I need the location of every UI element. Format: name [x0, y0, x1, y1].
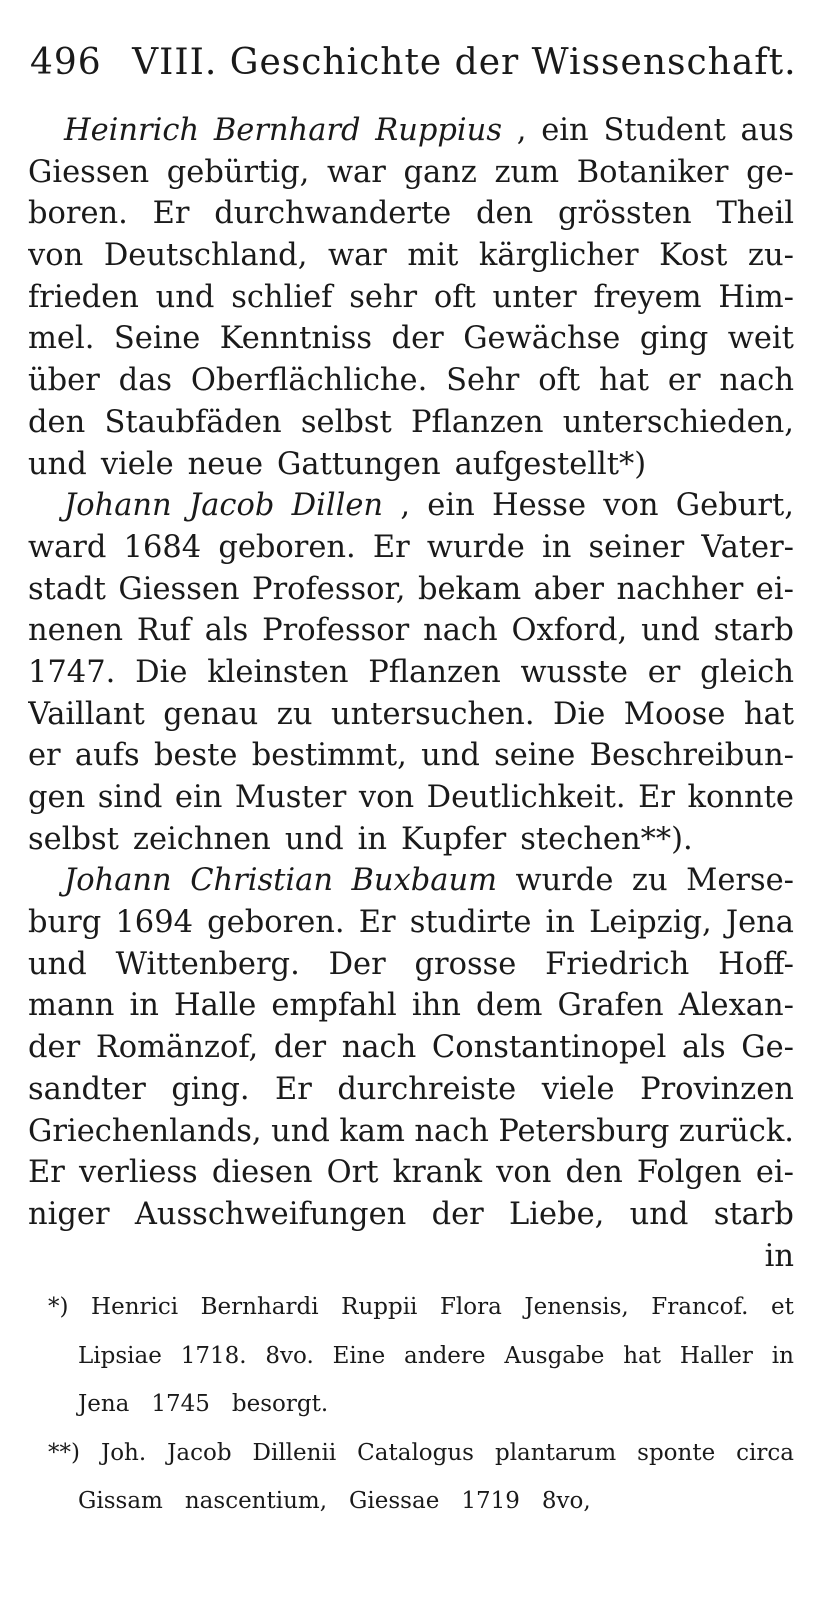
word: mann — [28, 988, 115, 1024]
text-line — [28, 652, 794, 694]
word: Ruppii — [341, 1294, 418, 1320]
word: mel. — [28, 321, 95, 357]
word: nascentium, — [184, 1488, 328, 1514]
word: gebürtig, — [166, 154, 310, 190]
word: Jenensis, — [524, 1294, 629, 1320]
body-text — [28, 110, 794, 1277]
text-line — [28, 777, 794, 819]
text-line — [28, 610, 794, 652]
word: starb — [713, 613, 794, 649]
word: Jena — [725, 905, 794, 941]
word: Bernhardi — [200, 1294, 319, 1320]
word: verliess — [78, 1155, 198, 1191]
word: ihn — [411, 988, 461, 1024]
word: der — [273, 1030, 327, 1066]
text-line — [28, 985, 794, 1027]
text-line — [28, 819, 794, 861]
footnote-line — [48, 1332, 794, 1381]
word: geboren. — [207, 905, 345, 941]
word: aber — [533, 571, 604, 607]
word: Deutschland, — [103, 238, 308, 274]
word: 8vo, — [541, 1488, 591, 1514]
word: durchwanderte — [214, 196, 452, 232]
word: zum — [494, 154, 560, 190]
word: zu- — [747, 238, 794, 274]
word: weit — [727, 321, 794, 357]
word: sponte — [637, 1439, 716, 1466]
word: Ge- — [741, 1030, 794, 1066]
word: in — [764, 1238, 794, 1274]
word: , — [400, 488, 411, 524]
word: Griechenlands, — [28, 1113, 262, 1149]
word: in — [541, 529, 572, 565]
word: und — [155, 279, 215, 315]
running-title: VIII. Geschichte der Wissenschaft. — [132, 42, 797, 83]
text-line — [28, 944, 794, 986]
word: Wittenberg. — [115, 946, 300, 982]
text-line — [28, 860, 794, 902]
word: aufgestellt*) — [454, 446, 647, 482]
word: zeichnen — [132, 821, 271, 857]
word: Halle — [173, 988, 257, 1024]
word: Jacob — [167, 1439, 232, 1466]
word: Geburt, — [675, 488, 794, 524]
word: den — [475, 196, 534, 232]
word: Gewächse — [463, 321, 621, 357]
text-line — [28, 444, 794, 486]
word: aus — [740, 113, 794, 148]
word: als — [204, 613, 249, 649]
word: ein — [174, 780, 223, 815]
page-header — [30, 42, 797, 83]
word: Liebe, — [509, 1196, 605, 1232]
word: hat — [623, 1342, 661, 1369]
word: und — [421, 738, 480, 774]
word: Bernhard — [213, 113, 361, 148]
text-line — [28, 1194, 794, 1236]
word: geboren. — [218, 529, 356, 565]
word: Ruppius — [375, 113, 502, 148]
word: Jena — [78, 1391, 130, 1417]
word: 8vo. — [265, 1342, 314, 1369]
word: der — [391, 321, 444, 357]
word: Kost — [659, 238, 728, 274]
word: Dillen — [291, 488, 384, 524]
word: Moose — [623, 696, 726, 732]
text-line — [28, 318, 794, 360]
word: neue — [187, 446, 264, 482]
word: Hesse — [492, 488, 587, 524]
word: in — [357, 821, 388, 857]
word: starb — [713, 1196, 794, 1232]
word: nach — [414, 1113, 489, 1149]
text-line — [28, 110, 794, 152]
text-line — [28, 235, 794, 277]
word: viele — [541, 1071, 615, 1107]
word: ging — [639, 321, 709, 357]
word: Friedrich — [545, 946, 690, 982]
word: 1694 — [115, 905, 194, 941]
word: bekam — [417, 571, 522, 607]
text-line — [28, 1069, 794, 1111]
word: grössten — [557, 196, 692, 232]
word: ein — [541, 113, 589, 148]
word: und — [28, 446, 87, 482]
word: zu — [276, 696, 313, 732]
word: Der — [328, 946, 386, 982]
word: circa — [736, 1439, 794, 1466]
word: Botaniker — [576, 154, 729, 190]
word: Haller — [679, 1342, 753, 1369]
word: Leipzig, — [589, 905, 712, 941]
word: *) — [48, 1294, 69, 1320]
word: burg — [28, 905, 102, 941]
word: Seine — [113, 321, 201, 357]
word: niger — [28, 1196, 110, 1232]
word: Joh. — [100, 1439, 147, 1466]
word: gen — [28, 780, 86, 815]
word: dem — [475, 988, 543, 1024]
word: Henrici — [91, 1294, 179, 1320]
word: Theil — [716, 196, 794, 232]
word: und — [271, 1113, 330, 1149]
word: Romänzof, — [95, 1030, 259, 1066]
word: hat — [743, 696, 794, 732]
word: war — [327, 238, 387, 274]
word: wurde — [426, 529, 525, 565]
word: andere — [404, 1342, 486, 1369]
text-line — [28, 1027, 794, 1069]
word: 1718. — [180, 1342, 247, 1369]
word: durchreiste — [337, 1071, 517, 1107]
word: besorgt. — [231, 1391, 329, 1417]
word: Professor, — [252, 571, 406, 607]
text-line — [28, 1111, 794, 1153]
word: 1719 — [461, 1488, 520, 1514]
word: ward — [28, 529, 107, 565]
word: ge- — [746, 154, 794, 190]
text-line — [28, 152, 794, 194]
word: , — [516, 113, 527, 148]
word: aufs — [74, 738, 140, 774]
word: Ruf — [136, 613, 191, 649]
word: der — [28, 1030, 81, 1066]
word: Muster — [234, 780, 347, 815]
word: diesen — [211, 1155, 313, 1191]
word: Sehr — [446, 363, 520, 399]
word: er — [647, 654, 681, 690]
word: Francof. — [651, 1294, 749, 1320]
word: nachher — [616, 571, 744, 607]
text-line — [28, 694, 794, 736]
word: konnte — [687, 780, 794, 815]
word: ei- — [755, 571, 794, 607]
word: Kupfer — [401, 821, 507, 857]
word: Merse- — [686, 863, 794, 899]
word: beste — [153, 738, 238, 774]
word: selbst — [28, 821, 119, 857]
word: Alexan- — [678, 988, 794, 1024]
word: Die — [553, 696, 606, 732]
word: empfahl — [271, 988, 397, 1024]
word: Pflanzen — [411, 404, 544, 440]
word: Er — [152, 196, 190, 232]
word: **) — [48, 1439, 80, 1466]
word: Er — [358, 905, 396, 941]
word: Eine — [332, 1342, 386, 1369]
word: stadt — [28, 571, 106, 607]
word: gleich — [700, 654, 794, 690]
word: Christian — [190, 863, 333, 899]
word: stechen**). — [520, 821, 693, 857]
word: sind — [97, 780, 163, 815]
text-line — [28, 902, 794, 944]
word: sandter — [28, 1071, 146, 1107]
word: oft — [433, 279, 476, 315]
word: Giessen — [118, 571, 240, 607]
word: Pflanzen — [368, 654, 501, 690]
word: Oberflächliche. — [190, 363, 428, 399]
footnote-line — [48, 1429, 794, 1478]
word: Ort — [326, 1155, 379, 1191]
word: boren. — [28, 196, 128, 232]
text-line — [28, 1152, 794, 1194]
word: Oxford, — [511, 613, 628, 649]
word: Giessae — [349, 1488, 440, 1514]
text-line — [28, 735, 794, 777]
word: ging. — [171, 1071, 250, 1107]
word: und — [284, 821, 344, 857]
word: nach — [341, 1030, 417, 1066]
word: in — [545, 905, 575, 941]
word: seine — [494, 738, 576, 774]
word: 1747. — [28, 654, 116, 690]
word: schlief — [231, 279, 333, 315]
word: über — [28, 363, 100, 399]
word: oft — [538, 363, 581, 399]
text-line — [28, 485, 794, 527]
word: untersuchen. — [330, 696, 535, 732]
word: Dillenii — [252, 1439, 337, 1466]
footnote-line — [48, 1477, 794, 1526]
word: seiner — [588, 529, 685, 565]
footnote-line — [48, 1380, 794, 1429]
word: kam — [339, 1113, 405, 1149]
word: studirte — [409, 905, 532, 941]
word: ein — [427, 488, 475, 524]
word: nach — [423, 613, 498, 649]
word: in — [129, 988, 159, 1024]
word: Er — [638, 780, 675, 815]
text-line — [28, 402, 794, 444]
word: et — [771, 1294, 794, 1320]
word: unterschieden, — [562, 404, 794, 440]
word: Grafen — [557, 988, 664, 1024]
word: Er — [275, 1071, 312, 1107]
word: kärglicher — [478, 238, 639, 274]
word: Student — [603, 113, 726, 148]
word: der — [431, 1196, 484, 1232]
word: Ausschweifungen — [134, 1196, 407, 1232]
word: mit — [407, 238, 459, 274]
word: Gissam — [78, 1488, 163, 1514]
word: ganz — [403, 154, 477, 190]
footnotes — [48, 1283, 794, 1526]
word: viele — [100, 446, 174, 482]
word: er — [28, 738, 61, 774]
word: wurde — [515, 863, 614, 899]
word: von — [358, 780, 415, 815]
word: Provinzen — [640, 1071, 794, 1107]
word: 1745 — [151, 1391, 210, 1417]
word: kleinsten — [207, 654, 349, 690]
word: den — [28, 404, 86, 440]
word: freyem — [593, 279, 702, 315]
word: von — [28, 238, 84, 274]
word: selbst — [300, 404, 392, 440]
word: frieden — [28, 279, 139, 315]
footnote-line — [48, 1283, 794, 1332]
text-line — [28, 569, 794, 611]
word: sehr — [349, 279, 418, 315]
word: Catalogus — [357, 1439, 474, 1466]
word: bestimmt, — [251, 738, 407, 774]
word: und — [641, 613, 700, 649]
word: er — [667, 363, 701, 399]
word: und — [629, 1196, 689, 1232]
word: Lipsiae — [78, 1342, 162, 1369]
word: den — [565, 1155, 623, 1191]
word: als — [682, 1030, 726, 1066]
word: Vaillant — [28, 696, 145, 732]
word: Hoff- — [718, 946, 794, 982]
word: von — [603, 488, 659, 524]
text-line — [28, 193, 794, 235]
word: Professor — [262, 613, 410, 649]
word: und — [28, 946, 87, 982]
word: Jacob — [188, 488, 275, 524]
word: Beschreibun- — [589, 738, 794, 774]
word: krank — [392, 1155, 482, 1191]
word: Him- — [718, 279, 794, 315]
word: nach — [719, 363, 794, 399]
word: Staubfäden — [104, 404, 282, 440]
word: Johann — [64, 488, 172, 524]
word: Deutlichkeit. — [426, 780, 626, 815]
word: unter — [492, 279, 577, 315]
word: Petersburg — [498, 1113, 670, 1149]
word: plantarum — [494, 1439, 617, 1466]
word: Er — [372, 529, 410, 565]
word: nenen — [28, 613, 124, 649]
word: hat — [598, 363, 650, 399]
word: Er — [28, 1155, 65, 1191]
word: Flora — [439, 1294, 502, 1320]
word: Kenntniss — [219, 321, 373, 357]
word: das — [118, 363, 173, 399]
word: Ausgabe — [504, 1342, 605, 1369]
text-line — [28, 527, 794, 569]
word: genau — [163, 696, 259, 732]
text-line — [28, 277, 794, 319]
word: zu — [631, 863, 668, 899]
word: Buxbaum — [351, 863, 498, 899]
text-line — [28, 360, 794, 402]
word: in — [771, 1342, 794, 1369]
word: Johann — [64, 863, 172, 899]
word: Constantinopel — [431, 1030, 667, 1066]
text-line — [28, 1236, 794, 1278]
word: Giessen — [28, 154, 150, 190]
page-number: 496 — [30, 42, 102, 83]
word: wusste — [520, 654, 628, 690]
word: Gattungen — [277, 446, 441, 482]
word: Vater- — [701, 529, 794, 565]
word: 1684 — [123, 529, 202, 565]
word: Die — [135, 654, 188, 690]
word: zurück. — [678, 1113, 794, 1149]
word: war — [326, 154, 386, 190]
word: von — [496, 1155, 552, 1191]
word: Heinrich — [64, 113, 200, 148]
word: grosse — [414, 946, 517, 982]
word: ei- — [755, 1155, 794, 1191]
word: Folgen — [636, 1155, 742, 1191]
